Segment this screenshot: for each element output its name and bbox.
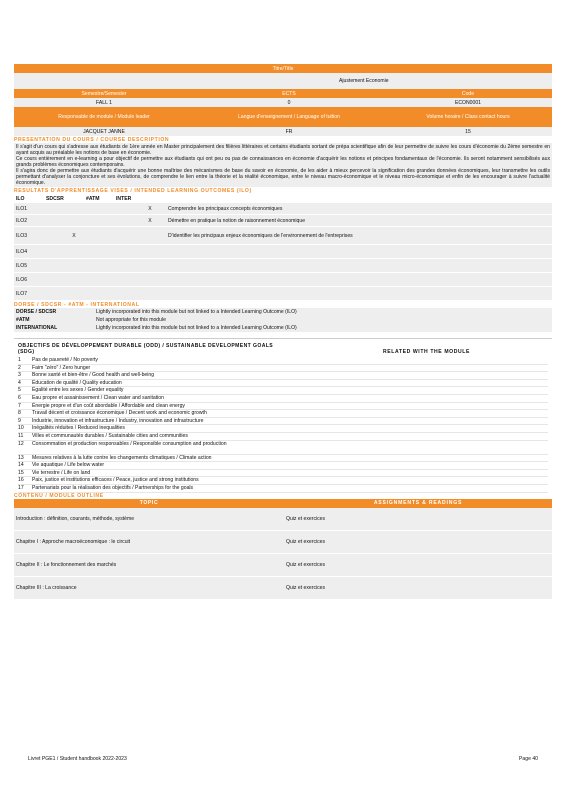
sdg-number: 11 [18, 432, 24, 439]
ilo-inter: X [148, 205, 152, 212]
sdg-section [14, 338, 552, 493]
outline-heading: CONTENU / MODULE OUTLINE [14, 492, 104, 499]
title-value: Ajustement Economie [339, 78, 389, 84]
volume-value: 15 [465, 128, 471, 135]
dorse-text: Lightly incorporated into this module but not linked to a Intended Learning Outcome (ILO) [96, 325, 297, 331]
outline-topic: Chapitre II : Le fonctionnement des marchés [16, 561, 117, 568]
sdg-text: Inégalités réduites / Reduced inequalities [32, 425, 125, 432]
sdg-text: Énergie propre et d'un coût abordable / Affordable and clean energy [32, 402, 185, 409]
sdg-number: 17 [18, 484, 24, 491]
sdg-text: Vie terrestre / Life on land [32, 469, 91, 476]
sdg-text: Paix, justice et institutions efficaces / Peace, justice and strong institutions [32, 477, 199, 484]
sdg-number: 1 [18, 357, 21, 363]
ilo-table [14, 203, 552, 301]
outline-header-row [14, 499, 552, 508]
sdg-item [18, 357, 548, 365]
title-value-row [14, 73, 552, 89]
sdg-number: 5 [18, 387, 21, 394]
sdg-item [18, 387, 548, 395]
sdg-number: 4 [18, 379, 21, 386]
semester-value: FALL 1 [96, 99, 112, 106]
outline-assign: Quiz et exercices [286, 584, 326, 591]
sdg-item [18, 477, 548, 485]
title-label: Titre/Title [272, 65, 294, 72]
ilo-inter: X [148, 217, 152, 224]
ilo-column-headers [14, 194, 552, 203]
sdg-heading: OBJECTIFS DE DÉVELOPPEMENT DURABLE (ODD) / SUSTAINABLE DEVELOPMENT GOALS (SDG) [18, 343, 274, 355]
ilo-row [14, 203, 552, 215]
outline-row [14, 577, 552, 600]
sdg-number: 10 [18, 425, 24, 432]
outline-topic: Chapitre I : Approche macroéconomique : le circuit [16, 538, 131, 545]
sdg-text: Éducation de qualité / Quality education [32, 379, 122, 386]
sdg-number: 7 [18, 402, 21, 409]
sdg-number: 2 [18, 364, 21, 371]
sdg-text: Pas de pauvreté / No poverty [32, 357, 98, 363]
sdg-item [18, 455, 548, 463]
outline-topic: Chapitre III : La croissance [16, 584, 77, 591]
sdg-item [18, 403, 548, 411]
presentation-body [14, 143, 552, 187]
sdg-item [18, 485, 548, 493]
sdg-number: 9 [18, 417, 21, 424]
presentation-paragraph: Il s'agira donc de permettre aux étudiants d'acquérir une bonne maîtrise des mécanismes de base du savoir en économie, de les aider à mieux percevoir la signification des grandes données économiques, leur transmettre les outils permettant d'analyser la conjoncture et ses évolutions, de comprendre le lien entre la théorie et la réalité économique, entre le niveau macro-économique et le niveau micro-économique et enfin de les encourager à suivre l'actualité économique. [16, 168, 550, 186]
outline-table [14, 508, 552, 600]
dorse-text: Not appropriate for this module [96, 317, 166, 323]
outline-topic: Introduction : définition, courants, méthode, système [16, 515, 135, 522]
dorse-heading: DORSE / SDCSR - #ATM - INTERNATIONAL [14, 302, 140, 308]
sdg-text: Villes et communautés durables / Sustainable cities and communities [32, 432, 188, 439]
ilo-id: ILO7 [16, 290, 28, 297]
ilo-row [14, 259, 552, 273]
syllabus-sheet [14, 64, 552, 600]
presentation-paragraph: Il s'agit d'un cours qui s'adresse aux étudiants de 1ère année en Master principalement des filières littéraires et certains étudiants sortant de prépa scientifique afin de leur permettre de suivre les cours d'économie du 2ème semestre en ayant acquis au préalable les notions de base en économie. [16, 144, 550, 156]
sdg-item [18, 410, 548, 418]
outline-topic-label: TOPIC [139, 500, 159, 506]
ilo-text: Comprendre les principaux concepts économiques [168, 205, 283, 212]
sdg-text: Mesures relatives à la lutte contre les changements climatiques / Climate action [32, 454, 212, 461]
sdg-number: 3 [18, 372, 21, 379]
volume-label: Volume horaire / Class contact hours [426, 114, 510, 120]
sdg-number: 6 [18, 394, 21, 401]
sdg-list [18, 357, 548, 493]
ilo-id: ILO5 [16, 262, 28, 269]
presentation-paragraph: Ce cours entièrement en e-learning a pour objectif de permettre aux étudiants qui ont peu ou pas de connaissances en économie d'acquérir les notions et principes fondamentaux de l'économie. Ils seront notamment sensibilisés aux grands problèmes économiques contemporains. [16, 156, 550, 168]
sdg-number: 15 [18, 469, 24, 476]
sdg-text: Industrie, innovation et infrastructure / Industry, innovation and infrastructure [32, 417, 204, 424]
sdg-item [18, 470, 548, 478]
sdg-text: Égalité entre les sexes / Gender equality [32, 387, 124, 394]
dorse-label: INTERNATIONAL [16, 325, 58, 331]
dorse-text: Lightly incorporated into this module but not linked to a Intended Learning Outcome (ILO) [96, 309, 297, 315]
page-footer [28, 756, 538, 762]
sdg-number: 13 [18, 454, 24, 461]
ilo-col-ilo: ILO [16, 195, 25, 202]
sdg-text: Faim "zéro" / Zero hunger [32, 364, 91, 371]
leader-header-row [14, 107, 552, 127]
ilo-col-sdcsr: SDCSR [46, 195, 64, 202]
sdg-text: Partenariats pour la réalisation des objectifs / Partnerships for the goals [32, 484, 194, 491]
ilo-row [14, 273, 552, 287]
ilo-row [14, 227, 552, 245]
semester-label: Semestre/Semester [81, 90, 127, 97]
ilo-col-inter: INTER [116, 195, 132, 202]
ilo-row [14, 215, 552, 227]
ilo-row [14, 287, 552, 301]
dorse-row [14, 316, 552, 324]
semester-header-row [14, 89, 552, 98]
outline-assign: Quiz et exercices [286, 515, 326, 522]
dorse-row [14, 324, 552, 332]
ilo-col-atm: #ATM [86, 195, 100, 202]
ects-value: 0 [287, 99, 291, 106]
ilo-heading: RESULTATS D'APPRENTISSAGE VISES / INTENDED LEARNING OUTCOMES (ILO) [14, 188, 252, 194]
code-value: ECON0001 [454, 99, 482, 106]
outline-row [14, 531, 552, 554]
leader-label: Responsable de module / Module leader [58, 114, 150, 120]
sdg-text: Bonne santé et bien-être / Good health and well-being [32, 372, 155, 379]
presentation-heading: PRESENTATION DU COURS / COURSE DESCRIPTION [14, 137, 170, 143]
outline-row [14, 508, 552, 531]
outline-assign: Quiz et exercices [286, 538, 326, 545]
footer-page-number: Page 40 [519, 756, 538, 762]
sdg-item [18, 365, 548, 373]
leader-value-row [14, 127, 552, 136]
sdg-item [18, 441, 548, 455]
sdg-item [18, 433, 548, 441]
ects-label: ECTS [282, 90, 296, 97]
ilo-id: ILO3 [16, 232, 28, 239]
sdg-text: Consommation et production responsables / Responsible consumption and production [32, 440, 227, 447]
ilo-row [14, 245, 552, 259]
ilo-id: ILO6 [16, 276, 28, 283]
outline-assign: Quiz et exercices [286, 561, 326, 568]
sdg-text: Eau propre et assainissement / Clean water and sanitation [32, 394, 164, 401]
dorse-label: #ATM [16, 317, 30, 323]
dorse-row [14, 308, 552, 316]
ilo-sdcsr: X [72, 232, 76, 239]
outline-row [14, 554, 552, 577]
ilo-id: ILO2 [16, 217, 28, 224]
title-header-row [14, 64, 552, 73]
sdg-number: 16 [18, 477, 24, 484]
sdg-item [18, 395, 548, 403]
ilo-id: ILO4 [16, 248, 28, 255]
ilo-text: D'identifier les principaux enjeux économiques de l'environnement de l'entreprises [168, 232, 353, 239]
language-label: Langue d'enseignement / Language of tuition [238, 114, 340, 120]
dorse-table [14, 308, 552, 332]
footer-handbook: Livret PGE1 / Student handbook 2022-2023 [28, 756, 127, 762]
code-label: Code [461, 90, 475, 97]
semester-value-row [14, 98, 552, 107]
sdg-item [18, 372, 548, 380]
outline-assign-label: ASSIGNMENTS & READINGS [373, 500, 463, 506]
sdg-text: Travail décent et croissance économique / Decent work and economic growth [32, 410, 207, 417]
dorse-label: DORSE / SDCSR [16, 309, 57, 315]
sdg-item [18, 425, 548, 433]
sdg-header [18, 343, 548, 355]
sdg-item [18, 462, 548, 470]
sdg-item [18, 418, 548, 426]
sdg-number: 14 [18, 462, 24, 469]
sdg-related-label: RELATED WITH THE MODULE [383, 349, 470, 355]
sdg-text: Vie aquatique / Life below water [32, 462, 105, 469]
sdg-number: 8 [18, 410, 21, 417]
language-value: FR [285, 128, 293, 135]
sdg-number: 12 [18, 440, 24, 447]
ilo-text: Démettre en pratique la notion de raisonnement économique [168, 217, 306, 224]
ilo-id: ILO1 [16, 205, 28, 212]
leader-value: JACQUET JANNE [83, 128, 125, 135]
